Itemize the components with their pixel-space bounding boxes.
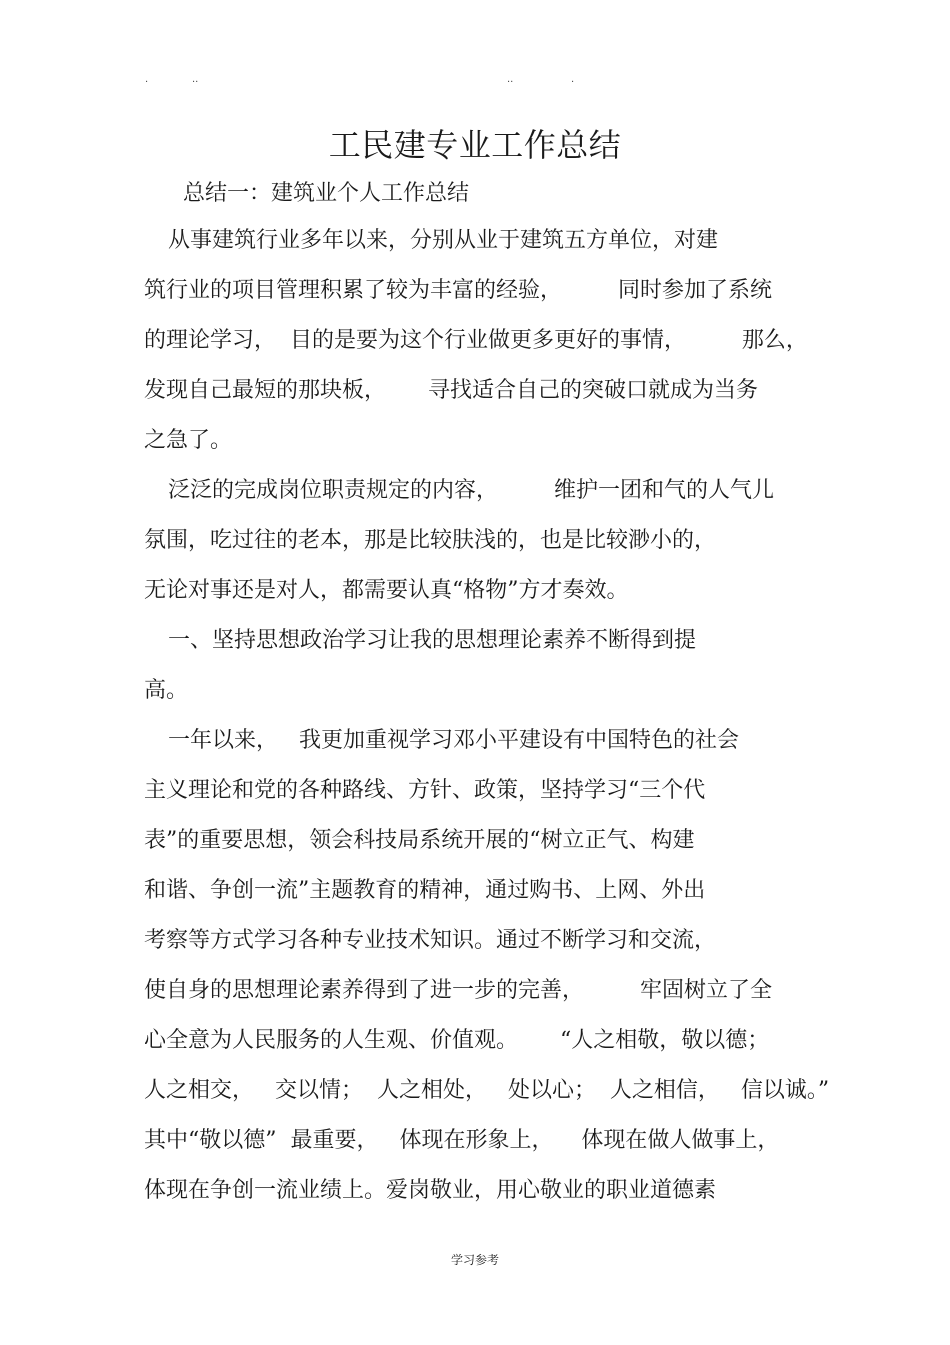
header-mark: . [571,74,575,85]
document-title: 工民建专业工作总结 [328,126,622,164]
body-line: 人之相交， 交以情； 人之相处， 处以心； 人之相信， 信以诚。” [144,1078,830,1103]
body-line: 泛泛的完成岗位职责规定的内容， 维护一团和气的人气儿 [168,478,774,503]
body-line: 一年以来， 我更加重视学习邓小平建设有中国特色的社会 [168,728,739,753]
body-line: 氛围，吃过往的老本，那是比较肤浅的，也是比较渺小的， [144,528,717,553]
page-header-marks [0,74,950,86]
section-subtitle: 总结一：建筑业个人工作总结 [183,181,470,206]
body-line: 体现在争创一流业绩上。爱岗敬业，用心敬业的职业道德素 [144,1178,717,1203]
body-line: 之急了。 [144,428,233,453]
body-line: 无论对事还是对人，都需要认真“格物”方才奏效。 [144,578,629,603]
header-mark: .. [507,74,514,85]
body-line: 心全意为人民服务的人生观、价值观。 “人之相敬，敬以德； [144,1028,770,1053]
body-line: 筑行业的项目管理积累了较为丰富的经验， 同时参加了系统 [144,278,772,303]
body-line: 的理论学习， 目的是要为这个行业做更多更好的事情， 那么， [144,328,808,353]
body-line: 表”的重要思想，领会科技局系统开展的“树立正气、构建 [144,828,695,853]
body-line: 发现自己最短的那块板， 寻找适合自己的突破口就成为当务 [144,378,758,403]
header-mark: . [145,74,149,85]
body-line: 使自身的思想理论素养得到了进一步的完善， 牢固树立了全 [144,978,772,1003]
body-line: 其中“敬以德” 最重要， 体现在形象上， 体现在做人做事上， [144,1128,780,1153]
body-line: 高。 [144,678,189,703]
header-mark: .. [192,74,199,85]
body-line: 一、坚持思想政治学习让我的思想理论素养不断得到提 [168,628,697,653]
body-line: 从事建筑行业多年以来，分别从业于建筑五方单位，对建 [168,228,719,253]
page-footer: 学习参考 [450,1253,499,1267]
body-line: 考察等方式学习各种专业技术知识。通过不断学习和交流， [144,928,717,953]
body-line: 主义理论和党的各种路线、方针、政策，坚持学习“三个代 [144,778,706,803]
body-line: 和谐、争创一流”主题教育的精神，通过购书、上网、外出 [144,878,706,903]
